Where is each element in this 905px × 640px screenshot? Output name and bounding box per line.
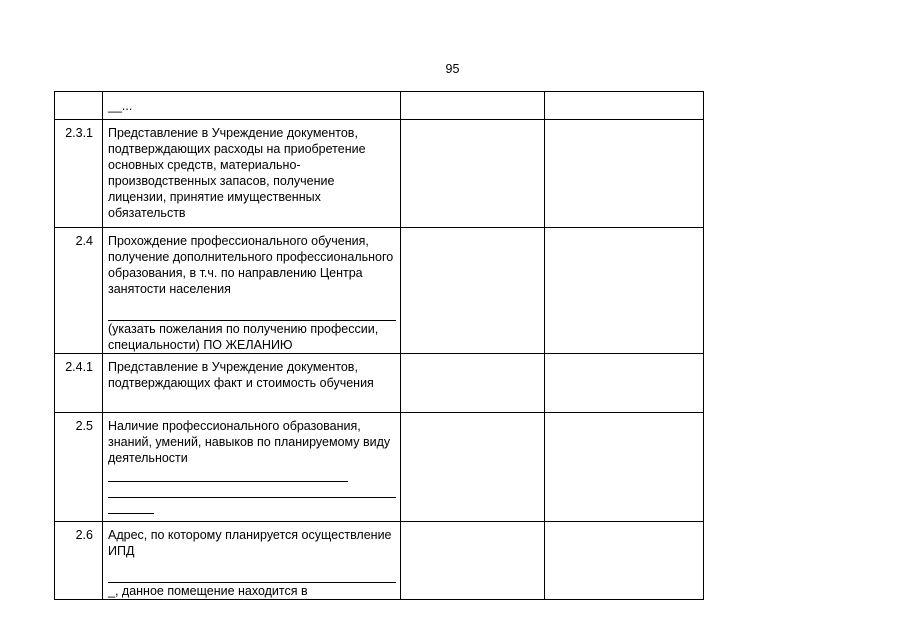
row-tail: _, данное помещение находится в: [108, 584, 308, 598]
fill-in-line[interactable]: [108, 466, 348, 482]
fill-in-line[interactable]: [108, 498, 154, 514]
row-text: Адрес, по которому планируется осуществление ИПД: [108, 528, 392, 558]
row-number: 2.4.1: [55, 354, 103, 413]
row-number: 2.4: [55, 228, 103, 354]
empty-cell[interactable]: [545, 92, 704, 120]
empty-cell[interactable]: [401, 92, 545, 120]
empty-cell[interactable]: [401, 228, 545, 354]
empty-cell[interactable]: [401, 120, 545, 228]
table-row: [55, 120, 704, 228]
row-text: Представление в Учреждение документов, подтверждающих расходы на приобретение основных средств, материально-производственных запасов, получение лицензии, принятие имущественных обязательств: [108, 126, 366, 220]
empty-cell[interactable]: [545, 354, 704, 413]
table-row: [55, 228, 704, 354]
fill-in-line[interactable]: [108, 297, 396, 321]
row-description: [103, 522, 401, 600]
table-row: [55, 92, 704, 120]
row-description: [103, 228, 401, 354]
table-row: [55, 522, 704, 600]
row-number: 2.6: [55, 522, 103, 600]
empty-cell[interactable]: [401, 413, 545, 522]
row-description: [103, 92, 401, 120]
row-number: 2.3.1: [55, 120, 103, 228]
row-text: Представление в Учреждение документов, подтверждающих факт и стоимость обучения: [108, 360, 374, 390]
table-row: [55, 413, 704, 522]
empty-cell[interactable]: [545, 228, 704, 354]
row-text: Наличие профессионального образования, знаний, умений, навыков по планируемому виду деятельности: [108, 419, 391, 465]
row-description: [103, 120, 401, 228]
empty-cell[interactable]: [401, 522, 545, 600]
empty-cell[interactable]: [545, 522, 704, 600]
page-number: 95: [445, 62, 460, 76]
row-number: 2.5: [55, 413, 103, 522]
row-description: [103, 413, 401, 522]
business-plan-table: [54, 91, 704, 600]
fill-in-line[interactable]: [108, 482, 396, 498]
row-description: [103, 354, 401, 413]
row-note: (указать пожелания по получению профессии, специальности) ПО ЖЕЛАНИЮ: [108, 322, 379, 352]
row-text: __...: [108, 99, 133, 113]
empty-cell[interactable]: [401, 354, 545, 413]
empty-cell[interactable]: [545, 413, 704, 522]
fill-in-line[interactable]: [108, 559, 396, 583]
row-number: [55, 92, 103, 120]
table-row: [55, 354, 704, 413]
empty-cell[interactable]: [545, 120, 704, 228]
row-text: Прохождение профессионального обучения, получение дополнительного профессионального образования, в т.ч. по направлению Центра занятости населения: [108, 234, 394, 296]
